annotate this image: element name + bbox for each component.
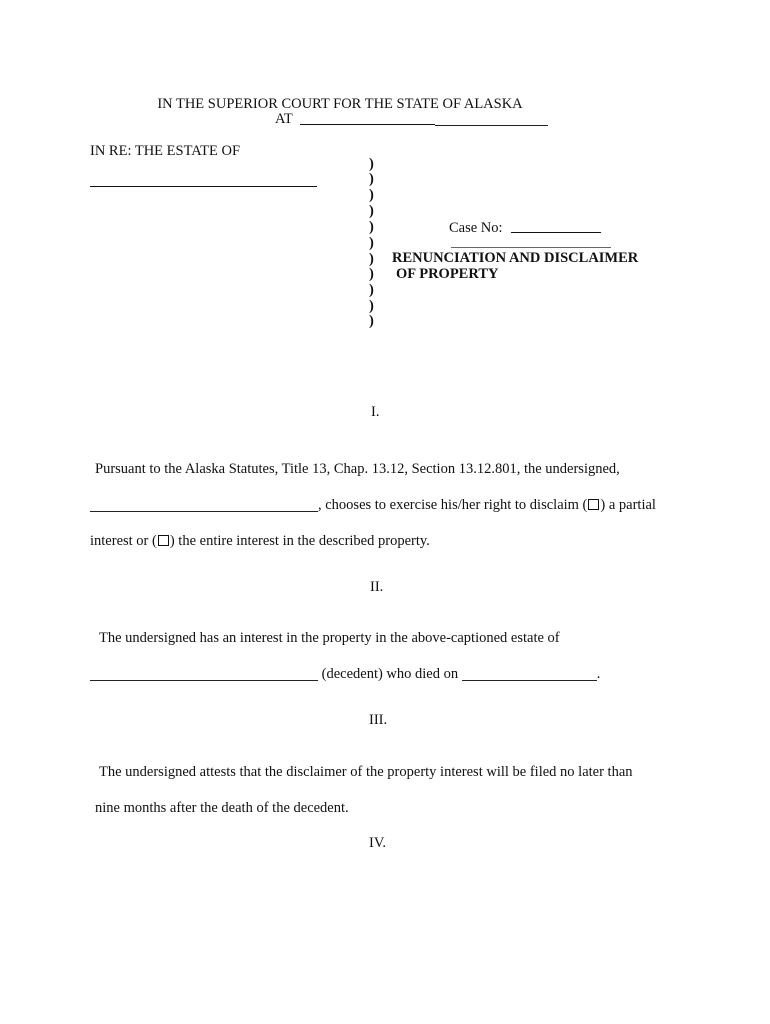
partial-interest-checkbox[interactable] bbox=[588, 499, 599, 510]
case-no-label: Case No: bbox=[449, 220, 503, 236]
case-no-field[interactable] bbox=[511, 232, 601, 233]
section-numeral-i: I. bbox=[371, 404, 380, 420]
section3-line2: nine months after the death of the decedent. bbox=[95, 800, 349, 816]
section1-line3 bbox=[90, 532, 430, 550]
document-title-line1: RENUNCIATION AND DISCLAIMER bbox=[392, 250, 639, 266]
section1-line3-text-b: ) the entire interest in the described property. bbox=[169, 533, 430, 549]
court-location-field-extension bbox=[435, 125, 548, 126]
entire-interest-checkbox[interactable] bbox=[158, 535, 169, 546]
caption-divider bbox=[451, 247, 611, 248]
decedent-name-field[interactable] bbox=[90, 666, 318, 681]
paren: ) bbox=[369, 219, 374, 235]
paren: ) bbox=[369, 298, 374, 314]
paren: ) bbox=[369, 282, 374, 298]
date-of-death-field[interactable] bbox=[462, 666, 597, 681]
court-heading: IN THE SUPERIOR COURT FOR THE STATE OF ALASKA bbox=[157, 96, 523, 112]
document-title-line2: OF PROPERTY bbox=[396, 266, 499, 282]
section-numeral-iv: IV. bbox=[369, 835, 387, 851]
estate-name-field[interactable] bbox=[90, 186, 317, 187]
undersigned-name-field[interactable] bbox=[90, 497, 318, 512]
section-numeral-iii: III. bbox=[369, 712, 388, 728]
section1-line2-text-a: , chooses to exercise his/her right to disclaim ( bbox=[318, 497, 588, 513]
paren: ) bbox=[369, 266, 374, 282]
section2-line2 bbox=[90, 665, 600, 683]
paren: ) bbox=[369, 203, 374, 219]
estate-label: IN RE: THE ESTATE OF bbox=[90, 143, 241, 159]
court-location-field[interactable] bbox=[300, 124, 435, 125]
at-label: AT bbox=[275, 111, 293, 127]
section3-line1: The undersigned attests that the disclaimer of the property interest will be filed no later than bbox=[99, 764, 633, 780]
paren: ) bbox=[369, 156, 374, 172]
paren: ) bbox=[369, 187, 374, 203]
section2-line1: The undersigned has an interest in the property in the above-captioned estate of bbox=[99, 630, 560, 646]
section1-line2 bbox=[90, 496, 656, 514]
section1-line3-text-a: interest or ( bbox=[90, 533, 157, 549]
paren: ) bbox=[369, 235, 374, 251]
section1-line1: Pursuant to the Alaska Statutes, Title 13, Chap. 13.12, Section 13.12.801, the undersigned, bbox=[95, 461, 620, 477]
section-numeral-ii: II. bbox=[370, 579, 384, 595]
paren: ) bbox=[369, 313, 374, 329]
paren: ) bbox=[369, 171, 374, 187]
section2-line2-text-a: (decedent) who died on bbox=[318, 666, 462, 682]
paren: ) bbox=[369, 251, 374, 267]
section1-line2-text-b: ) a partial bbox=[600, 497, 656, 513]
section2-line2-text-b: . bbox=[596, 666, 601, 682]
